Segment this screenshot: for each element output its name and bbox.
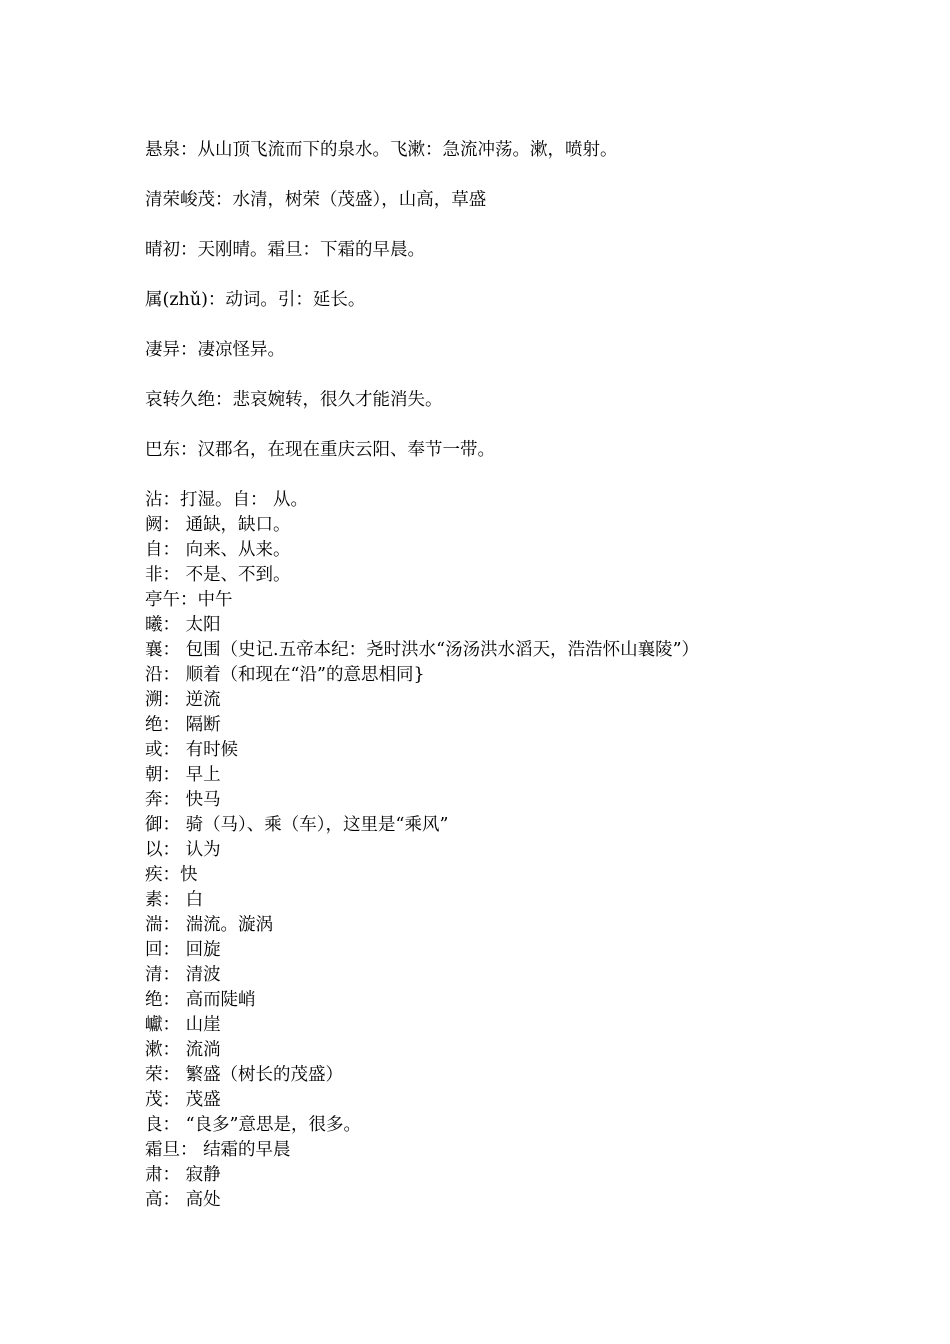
glossary-item: 朝： 早上 [145,765,221,785]
note-paragraph: 晴初：天刚晴。霜旦：下霜的早晨。 [145,240,425,260]
glossary-item: 霜旦： 结霜的早晨 [145,1140,291,1160]
note-paragraph: 属(zhǔ)：动词。引：延长。 [145,290,366,310]
glossary-item: 湍： 湍流。漩涡 [145,915,274,935]
document-body [145,138,905,1213]
glossary-item: 巘： 山崖 [145,1015,221,1035]
glossary-item: 御： 骑（马）、乘（车），这里是“乘风” [145,815,449,835]
note-paragraph: 巴东：汉郡名，在现在重庆云阳、奉节一带。 [145,440,495,460]
note-paragraph: 清荣峻茂：水清，树荣（茂盛），山高，草盛 [145,190,487,210]
glossary-item: 清： 清波 [145,965,221,985]
glossary-item: 或： 有时候 [145,740,239,760]
glossary-item: 沿： 顺着（和现在“沿”的意思相同} [145,665,425,685]
note-paragraph: 凄异：凄凉怪异。 [145,340,285,360]
note-paragraph: 悬泉：从山顶飞流而下的泉水。飞漱：急流冲荡。漱，喷射。 [145,140,618,160]
note-paragraph: 哀转久绝：悲哀婉转，很久才能消失。 [145,390,443,410]
glossary-item: 阙： 通缺，缺口。 [145,515,291,535]
glossary-item: 疾：快 [145,865,198,885]
glossary-item: 绝： 隔断 [145,715,221,735]
glossary-item: 溯： 逆流 [145,690,221,710]
glossary-item: 回： 回旋 [145,940,221,960]
glossary-item: 茂： 茂盛 [145,1090,221,1110]
glossary-item: 自： 向来、从来。 [145,540,291,560]
glossary-item: 漱： 流淌 [145,1040,221,1060]
glossary-item: 素： 白 [145,890,204,910]
glossary-item: 高： 高处 [145,1190,221,1210]
glossary-item: 沾：打湿。自： 从。 [145,490,309,510]
glossary-item: 非： 不是、不到。 [145,565,291,585]
glossary-item: 亭午：中午 [145,590,233,610]
glossary-item: 襄： 包围（史记.五帝本纪：尧时洪水“汤汤洪水滔天，浩浩怀山襄陵”） [145,640,700,660]
glossary-item: 以： 认为 [145,840,221,860]
glossary-item: 良： “良多”意思是，很多。 [145,1115,361,1135]
glossary-list [145,488,905,1213]
glossary-item: 肃： 寂静 [145,1165,221,1185]
glossary-item: 奔： 快马 [145,790,221,810]
glossary-item: 绝： 高而陡峭 [145,990,256,1010]
glossary-item: 荣： 繁盛（树长的茂盛） [145,1065,344,1085]
glossary-item: 曦： 太阳 [145,615,221,635]
